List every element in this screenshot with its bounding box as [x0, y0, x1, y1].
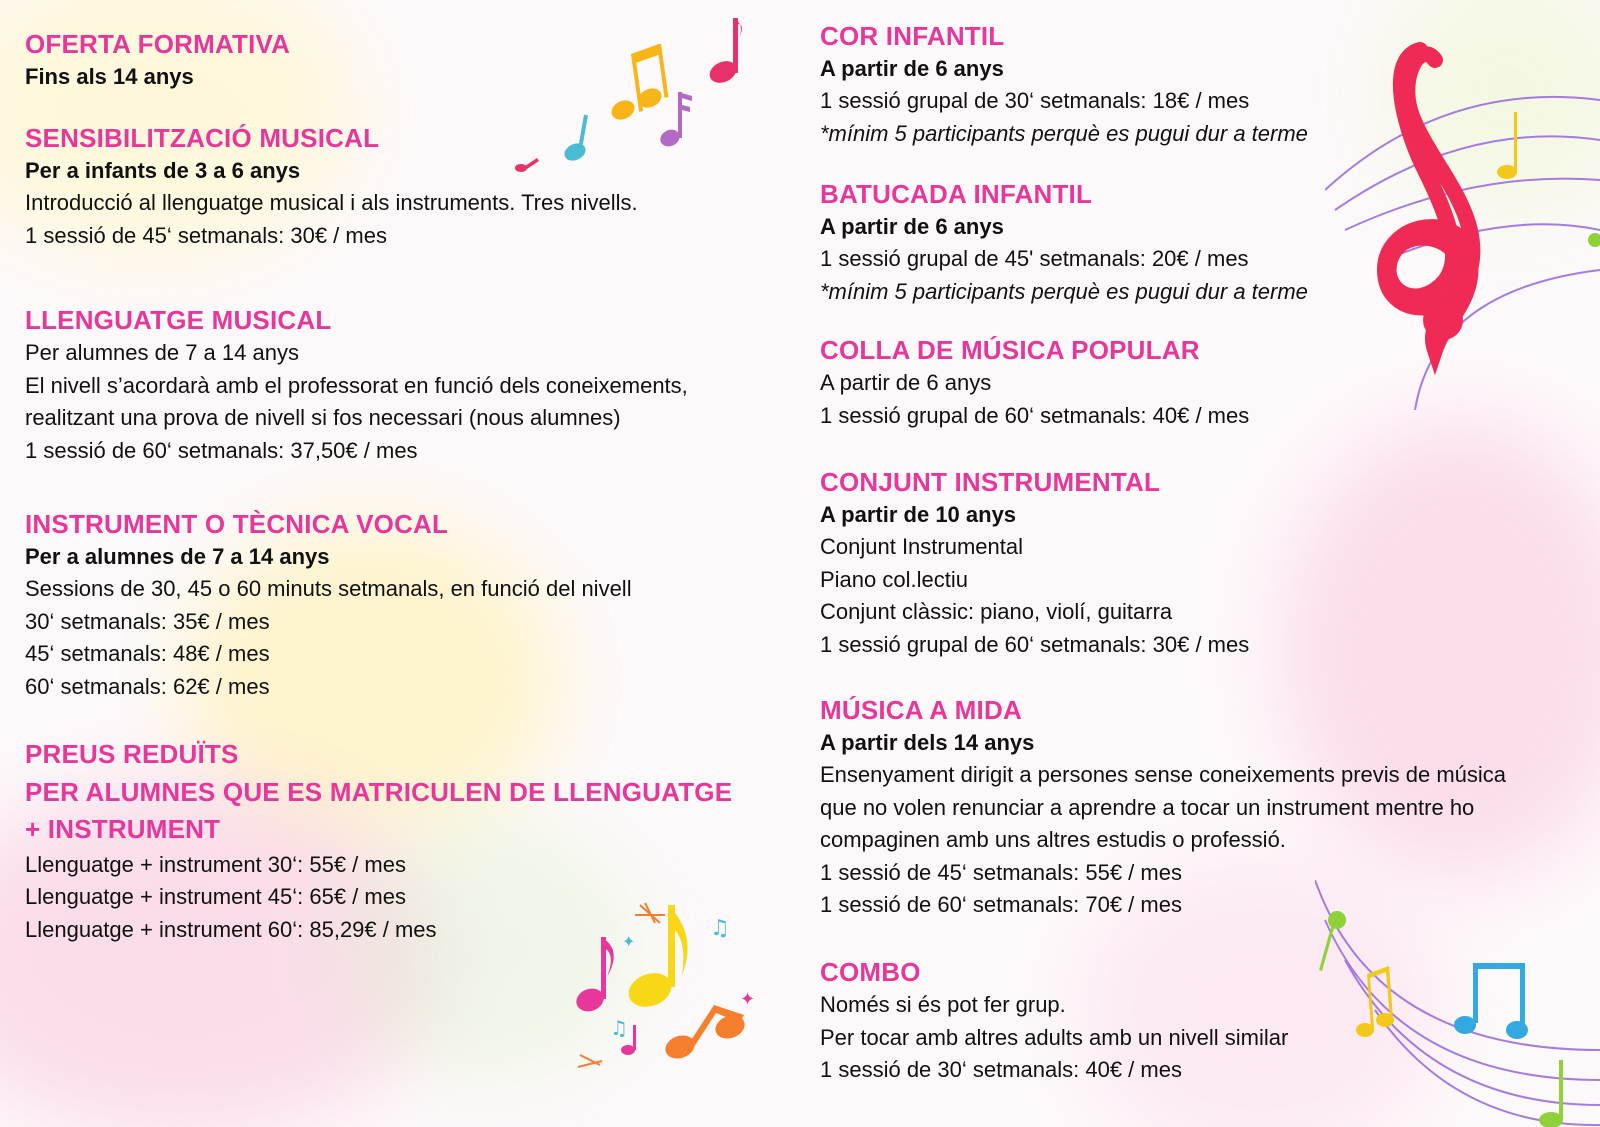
section-subtitle: A partir dels 14 anys: [820, 730, 1035, 755]
section-subtitle: A partir de 6 anys: [820, 214, 1004, 239]
section-title: LLENGUATGE MUSICAL: [25, 305, 332, 335]
section-llenguatge: [25, 303, 688, 467]
section-line: 1 sessió de 30‘ setmanals: 40€ / mes: [820, 1057, 1182, 1083]
section-title: COMBO: [820, 957, 921, 987]
svg-text:✦: ✦: [740, 989, 756, 1010]
section-title: CONJUNT INSTRUMENTAL: [820, 467, 1161, 497]
section-line: Llenguatge + instrument 30‘: 55€ / mes: [25, 851, 406, 877]
section-title: SENSIBILITZACIÓ MUSICAL: [25, 123, 380, 153]
section-subtitle: A partir de 6 anys: [820, 56, 1004, 81]
section-title: BATUCADA INFANTIL: [820, 179, 1093, 209]
section-line: 1 sessió de 60‘ setmanals: 70€ / mes: [820, 892, 1182, 918]
section-title: OFERTA FORMATIVA: [25, 29, 291, 59]
section-combo: [820, 955, 1288, 1087]
section-title: + INSTRUMENT: [25, 814, 221, 844]
section-title: MÚSICA A MIDA: [820, 695, 1022, 725]
section-subtitle: Per a infants de 3 a 6 anys: [25, 158, 301, 183]
section-line: Per tocar amb altres adults amb un nivell similar: [820, 1024, 1289, 1050]
music-notes-top-icon: [515, 10, 755, 175]
section-line: realitzant una prova de nivell si fos necessari (nous alumnes): [25, 405, 621, 431]
section-conjunt: [820, 465, 1249, 661]
section-line: 45‘ setmanals: 48€ / mes: [25, 641, 270, 667]
svg-text:♫: ♫: [610, 1016, 628, 1040]
svg-text:♫: ♫: [710, 916, 730, 941]
section-line: A partir de 6 anys: [820, 370, 992, 395]
section-line: compaginen amb uns altres estudis o professió.: [820, 827, 1286, 853]
music-notes-bottom-icon: [570, 895, 765, 1085]
music-staff-notes-icon: [1315, 880, 1600, 1127]
section-batucada: [820, 177, 1308, 308]
section-line: 1 sessió grupal de 45' setmanals: 20€ / mes: [820, 246, 1249, 271]
section-subtitle: Per a alumnes de 7 a 14 anys: [25, 544, 330, 569]
section-oferta: [25, 27, 290, 93]
svg-text:✦: ✦: [622, 932, 636, 951]
section-line: Llenguatge + instrument 45‘: 65€ / mes: [25, 884, 406, 910]
section-line: Llenguatge + instrument 60‘: 85,29€ / mes: [25, 916, 437, 942]
section-line: Sessions de 30, 45 o 60 minuts setmanals, en funció del nivell: [25, 576, 632, 601]
section-line: 1 sessió grupal de 60‘ setmanals: 30€ / mes: [820, 631, 1250, 657]
section-line: Piano col.lectiu: [820, 566, 968, 592]
section-line: Només si és pot fer grup.: [820, 992, 1066, 1017]
section-line: 60‘ setmanals: 62€ / mes: [25, 673, 270, 699]
section-note: *mínim 5 participants perquè es pugui dur a terme: [820, 278, 1308, 304]
section-line: 1 sessió grupal de 60‘ setmanals: 40€ / mes: [820, 402, 1250, 428]
treble-clef-icon: [1325, 20, 1600, 430]
section-line: Conjunt Instrumental: [820, 534, 1023, 559]
section-title: INSTRUMENT O TÈCNICA VOCAL: [25, 509, 449, 539]
section-title: COR INFANTIL: [820, 21, 1005, 51]
section-subtitle: A partir de 10 anys: [820, 502, 1017, 527]
section-colla: [820, 333, 1249, 432]
section-line: El nivell s’acordarà amb el professorat en funció dels coneixements,: [25, 372, 688, 398]
section-line: Per alumnes de 7 a 14 anys: [25, 340, 299, 365]
section-line: Conjunt clàssic: piano, violí, guitarra: [820, 599, 1173, 625]
section-note: *mínim 5 participants perquè es pugui dur a terme: [820, 120, 1308, 146]
section-line: 1 sessió de 45‘ setmanals: 30€ / mes: [25, 222, 387, 248]
section-line: 1 sessió grupal de 30‘ setmanals: 18€ / mes: [820, 88, 1250, 113]
section-line: 1 sessió de 45‘ setmanals: 55€ / mes: [820, 859, 1182, 885]
section-line: que no volen renunciar a aprendre a tocar un instrument mentre ho: [820, 794, 1475, 820]
section-line: Introducció al llenguatge musical i als instruments. Tres nivells.: [25, 190, 638, 215]
section-subtitle: Fins als 14 anys: [25, 64, 194, 89]
section-title: PREUS REDUÏTS: [25, 739, 239, 769]
section-line: Ensenyament dirigit a persones sense coneixements previs de música: [820, 762, 1507, 787]
section-cor: [820, 19, 1308, 150]
section-title: COLLA DE MÚSICA POPULAR: [820, 335, 1200, 365]
section-instrument: [25, 507, 632, 703]
section-title: PER ALUMNES QUE ES MATRICULEN DE LLENGUATGE: [25, 776, 733, 807]
section-line: 1 sessió de 60‘ setmanals: 37,50€ / mes: [25, 437, 418, 463]
section-line: 30‘ setmanals: 35€ / mes: [25, 608, 270, 634]
